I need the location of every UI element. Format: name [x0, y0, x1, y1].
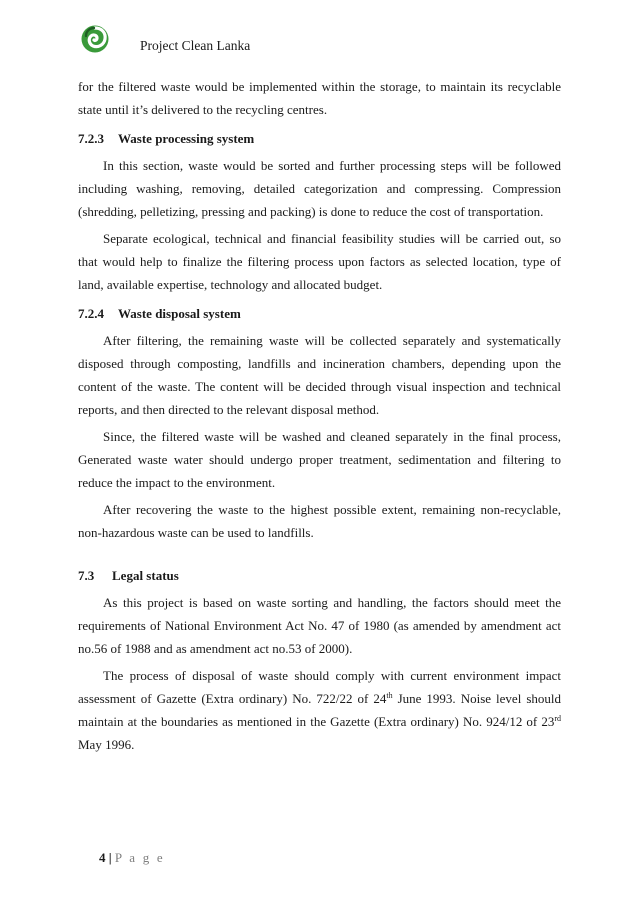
section-title: Waste processing system — [118, 131, 255, 146]
paragraph-storage: for the filtered waste would be implemented within the storage, to maintain its recyclable state until it’s delivered to the recycling centres. — [78, 79, 561, 117]
paragraph-processing: In this section, waste would be sorted and further processing steps will be followed including washing, removing, detailed categorization and compressing. Compression (shredding, pelletizing, pressing and packing) is done to reduce the cost of transportation. — [78, 158, 561, 219]
section-number: 7.2.3 — [78, 131, 104, 146]
page-label: P a g e — [114, 850, 165, 865]
page-number: 4 — [99, 850, 106, 865]
section-heading-7-2-3 — [78, 127, 561, 150]
section-heading-7-3 — [78, 564, 561, 587]
ordinal-suffix: rd — [554, 714, 561, 723]
section-title: Legal status — [112, 568, 179, 583]
gazette-text: June 1993. Noise level should maintain at the boundaries as mentioned in the Gazette (Extra ordinary) No. 924/12 of 23 — [78, 691, 561, 729]
page-content — [78, 75, 561, 760]
paragraph-waste-water: Since, the filtered waste will be washed and cleaned separately in the final process, Generated waste water should undergo proper treatment, sedimentation and filtering to reduce the impact to the environment. — [78, 429, 561, 490]
gazette-text: The process of disposal of waste should comply with current environment impact assessment of Gazette (Extra ordinary) No. 722/22 of 24 — [78, 668, 561, 706]
paragraph-disposal: After filtering, the remaining waste will be collected separately and systematically disposed through composting, landfills and incineration chambers, depending upon the content of the waste. The content will be decided through visual inspection and technical reports, and then directed to the relevant disposal method. — [78, 333, 561, 417]
swirl-logo-icon — [80, 24, 110, 54]
section-number: 7.2.4 — [78, 306, 104, 321]
page-footer — [99, 850, 165, 866]
footer-separator: | — [105, 850, 115, 865]
header-title: Project Clean Lanka — [140, 38, 251, 53]
ordinal-suffix: th — [386, 691, 393, 700]
section-title: Waste disposal system — [118, 306, 241, 321]
paragraph-gazette — [78, 664, 561, 756]
paragraph-legal-act: As this project is based on waste sorting and handling, the factors should meet the requirements of National Environment Act No. 47 of 1980 (as amended by amendment act no.56 of 1988 and as amendment act no.53 of 2000). — [78, 595, 561, 656]
section-heading-7-2-4 — [78, 302, 561, 325]
paragraph-landfill: After recovering the waste to the highest possible extent, remaining non-recyclable, non-hazardous waste can be used to landfills. — [78, 502, 561, 540]
section-number: 7.3 — [78, 568, 95, 583]
gazette-text: May 1996. — [78, 737, 135, 752]
paragraph-feasibility: Separate ecological, technical and financial feasibility studies will be carried out, so that would help to finalize the filtering process upon factors as selected location, type of land, available expertise, technology and allocated budget. — [78, 231, 561, 292]
